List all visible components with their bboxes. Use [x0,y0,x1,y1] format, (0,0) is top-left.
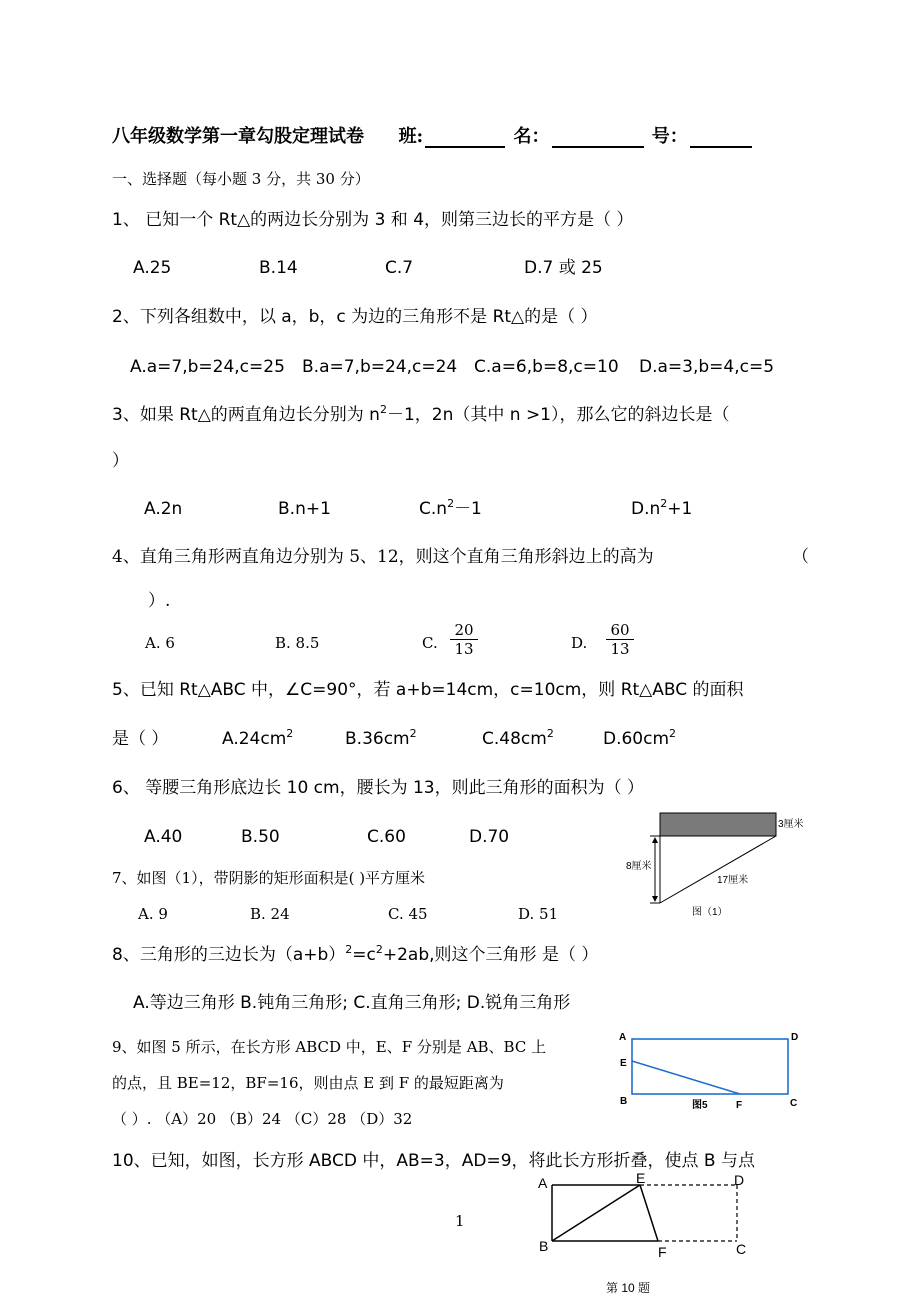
figure-10 [530,1170,760,1298]
question-4-paren-close: ）. [148,591,171,611]
exam-title-line [112,126,754,148]
fig10-label-a: A [538,1175,548,1191]
fraction-numerator: 60 [606,621,634,640]
question-9-options: （ ）. （A）20 （B）24 （C）28 （D）32 [112,1110,413,1128]
fig10-label-d: D [734,1172,745,1188]
fraction-denominator: 13 [454,640,474,658]
q5-option-d: $D.60cm^2$ [603,727,677,749]
question-7-stem: 7、如图（1），带阴影的矩形面积是( )平方厘米 [112,869,426,887]
fig5-label-e: E [620,1058,627,1069]
page-number: 1 [455,1212,465,1230]
q4-option-d-label: D. [571,634,588,652]
fig5-label-c: C [790,1098,798,1109]
fig5-label-d: D [791,1032,799,1043]
fig10-label-f: F [658,1244,667,1260]
question-2-stem: 2、下列各组数中，以 a，b，c 为边的三角形不是 Rt△的是（ ） [112,307,598,327]
q1-option-a: A.25 [133,258,172,278]
fig5-label-f: F [736,1100,743,1111]
arrow-up-icon [652,837,658,843]
q7-option-d: D. 51 [518,905,559,923]
question-10-line1: 10、已知，如图，长方形 ABCD 中，AB=3，AD=9，将此长方形折叠，使点 B 与点 [112,1151,755,1171]
fig10-label-e: E [636,1170,646,1186]
number-blank[interactable] [690,128,752,148]
fig10-label-c: C [736,1241,747,1257]
q2-option-a: A.a=7,b=24,c=25 [130,357,285,377]
fig10-label-b: B [539,1238,549,1254]
figure-5 [614,1026,804,1114]
section-heading: 一、选择题（每小题 3 分，共 30 分） [112,170,370,188]
question-5-stem: 5、已知 Rt△ABC 中，∠C=90°，若 a+b=14cm，c=10cm，则 Rt△ABC 的面积 [112,680,744,700]
q7-option-a: A. 9 [138,905,168,923]
question-3-close-paren: ） [112,451,129,471]
q1-option-d: D.7 或 25 [524,258,603,278]
q2-option-b: B.a=7,b=24,c=24 [302,357,458,377]
q2-option-c: C.a=6,b=8,c=10 [474,357,619,377]
fig1-label-top: 3厘米 [778,819,804,830]
fig5-label-a: A [619,1032,627,1043]
q4-option-c-label: C. [422,634,438,652]
hypotenuse [660,836,776,903]
question-5-line2: 是（ ） [112,729,169,749]
number-label: 号： [651,126,688,147]
fraction-denominator: 13 [610,640,630,658]
question-9-line1: 9、如图 5 所示，在长方形 ABCD 中，E、F 分别是 AB、BC 上 [112,1038,547,1056]
q5-option-b: $B.36cm^2$ [345,727,417,749]
edge-be [552,1185,640,1241]
figure-1 [620,806,820,918]
arrow-down-icon [652,896,658,902]
q7-option-c: C. 45 [388,905,428,923]
question-6-stem: 6、 等腰三角形底边长 10 cm，腰长为 13，则此三角形的面积为（ ） [112,778,645,798]
q5-option-a: $A.24cm^2$ [222,727,294,749]
q5-option-c: $C.48cm^2$ [482,727,554,749]
shaded-rectangle [660,813,776,836]
fig1-label-hyp: 17厘米 [717,875,749,886]
fig1-caption: 图（1） [692,907,728,918]
question-1-stem: 1、 已知一个 Rt△的两边长分别为 3 和 4，则第三边长的平方是（ ） [112,210,634,230]
segment-ef [632,1061,740,1094]
q4-option-a: A. 6 [145,634,175,652]
name-label: 名： [513,126,550,147]
q8-options: A.等边三角形 B.钝角三角形; C.直角三角形; D.锐角三角形 [133,993,571,1013]
edge-ef [640,1185,658,1241]
q3-option-d: $D.n^2+1$ [631,497,693,519]
question-4-paren-open: （ [792,547,809,567]
q4-option-b: B. 8.5 [275,634,320,652]
q3-option-b: B.n+1 [278,499,331,519]
q6-option-a: A.40 [144,827,183,847]
question-8-stem: 8、三角形的三边长为$(a+b)^2=c^2+2ab$,则这个三角形 是（ ） [112,943,599,965]
q4-option-d-fraction [606,621,634,658]
q2-option-d: D.a=3,b=4,c=5 [639,357,775,377]
fraction-numerator: 20 [450,621,478,640]
q1-option-b: B.14 [259,258,298,278]
question-4-stem: 4、直角三角形两直角边分别为 5、12，则这个直角三角形斜边上的高为 [112,547,654,567]
q3-option-a: A.2n [144,499,183,519]
class-blank[interactable] [425,128,505,148]
rectangle-abcd [632,1039,788,1094]
q3-option-c: $C.n^2-1$ [419,497,482,519]
q6-option-b: B.50 [241,827,280,847]
q6-option-c: C.60 [367,827,406,847]
q6-option-d: D.70 [469,827,510,847]
question-9-line2: 的点，且 BE=12，BF=16，则由点 E 到 F 的最短距离为 [112,1074,504,1092]
q4-option-c-fraction [450,621,478,658]
fig1-label-left: 8厘米 [626,861,652,872]
fig5-label-b: B [620,1096,628,1107]
fig5-caption: 图5 [692,1100,708,1111]
question-3-stem: 3、如果 Rt△的两直角边长分别为 $n^2-1$，2n（其中 n >1），那么它的斜边长是（ [112,403,730,425]
exam-title: 八年级数学第一章勾股定理试卷 [112,126,364,147]
class-label: 班: [398,126,424,147]
q1-option-c: C.7 [385,258,414,278]
q7-option-b: B. 24 [250,905,290,923]
name-blank[interactable] [552,128,644,148]
fig10-caption: 第 10 题 [606,1281,651,1295]
